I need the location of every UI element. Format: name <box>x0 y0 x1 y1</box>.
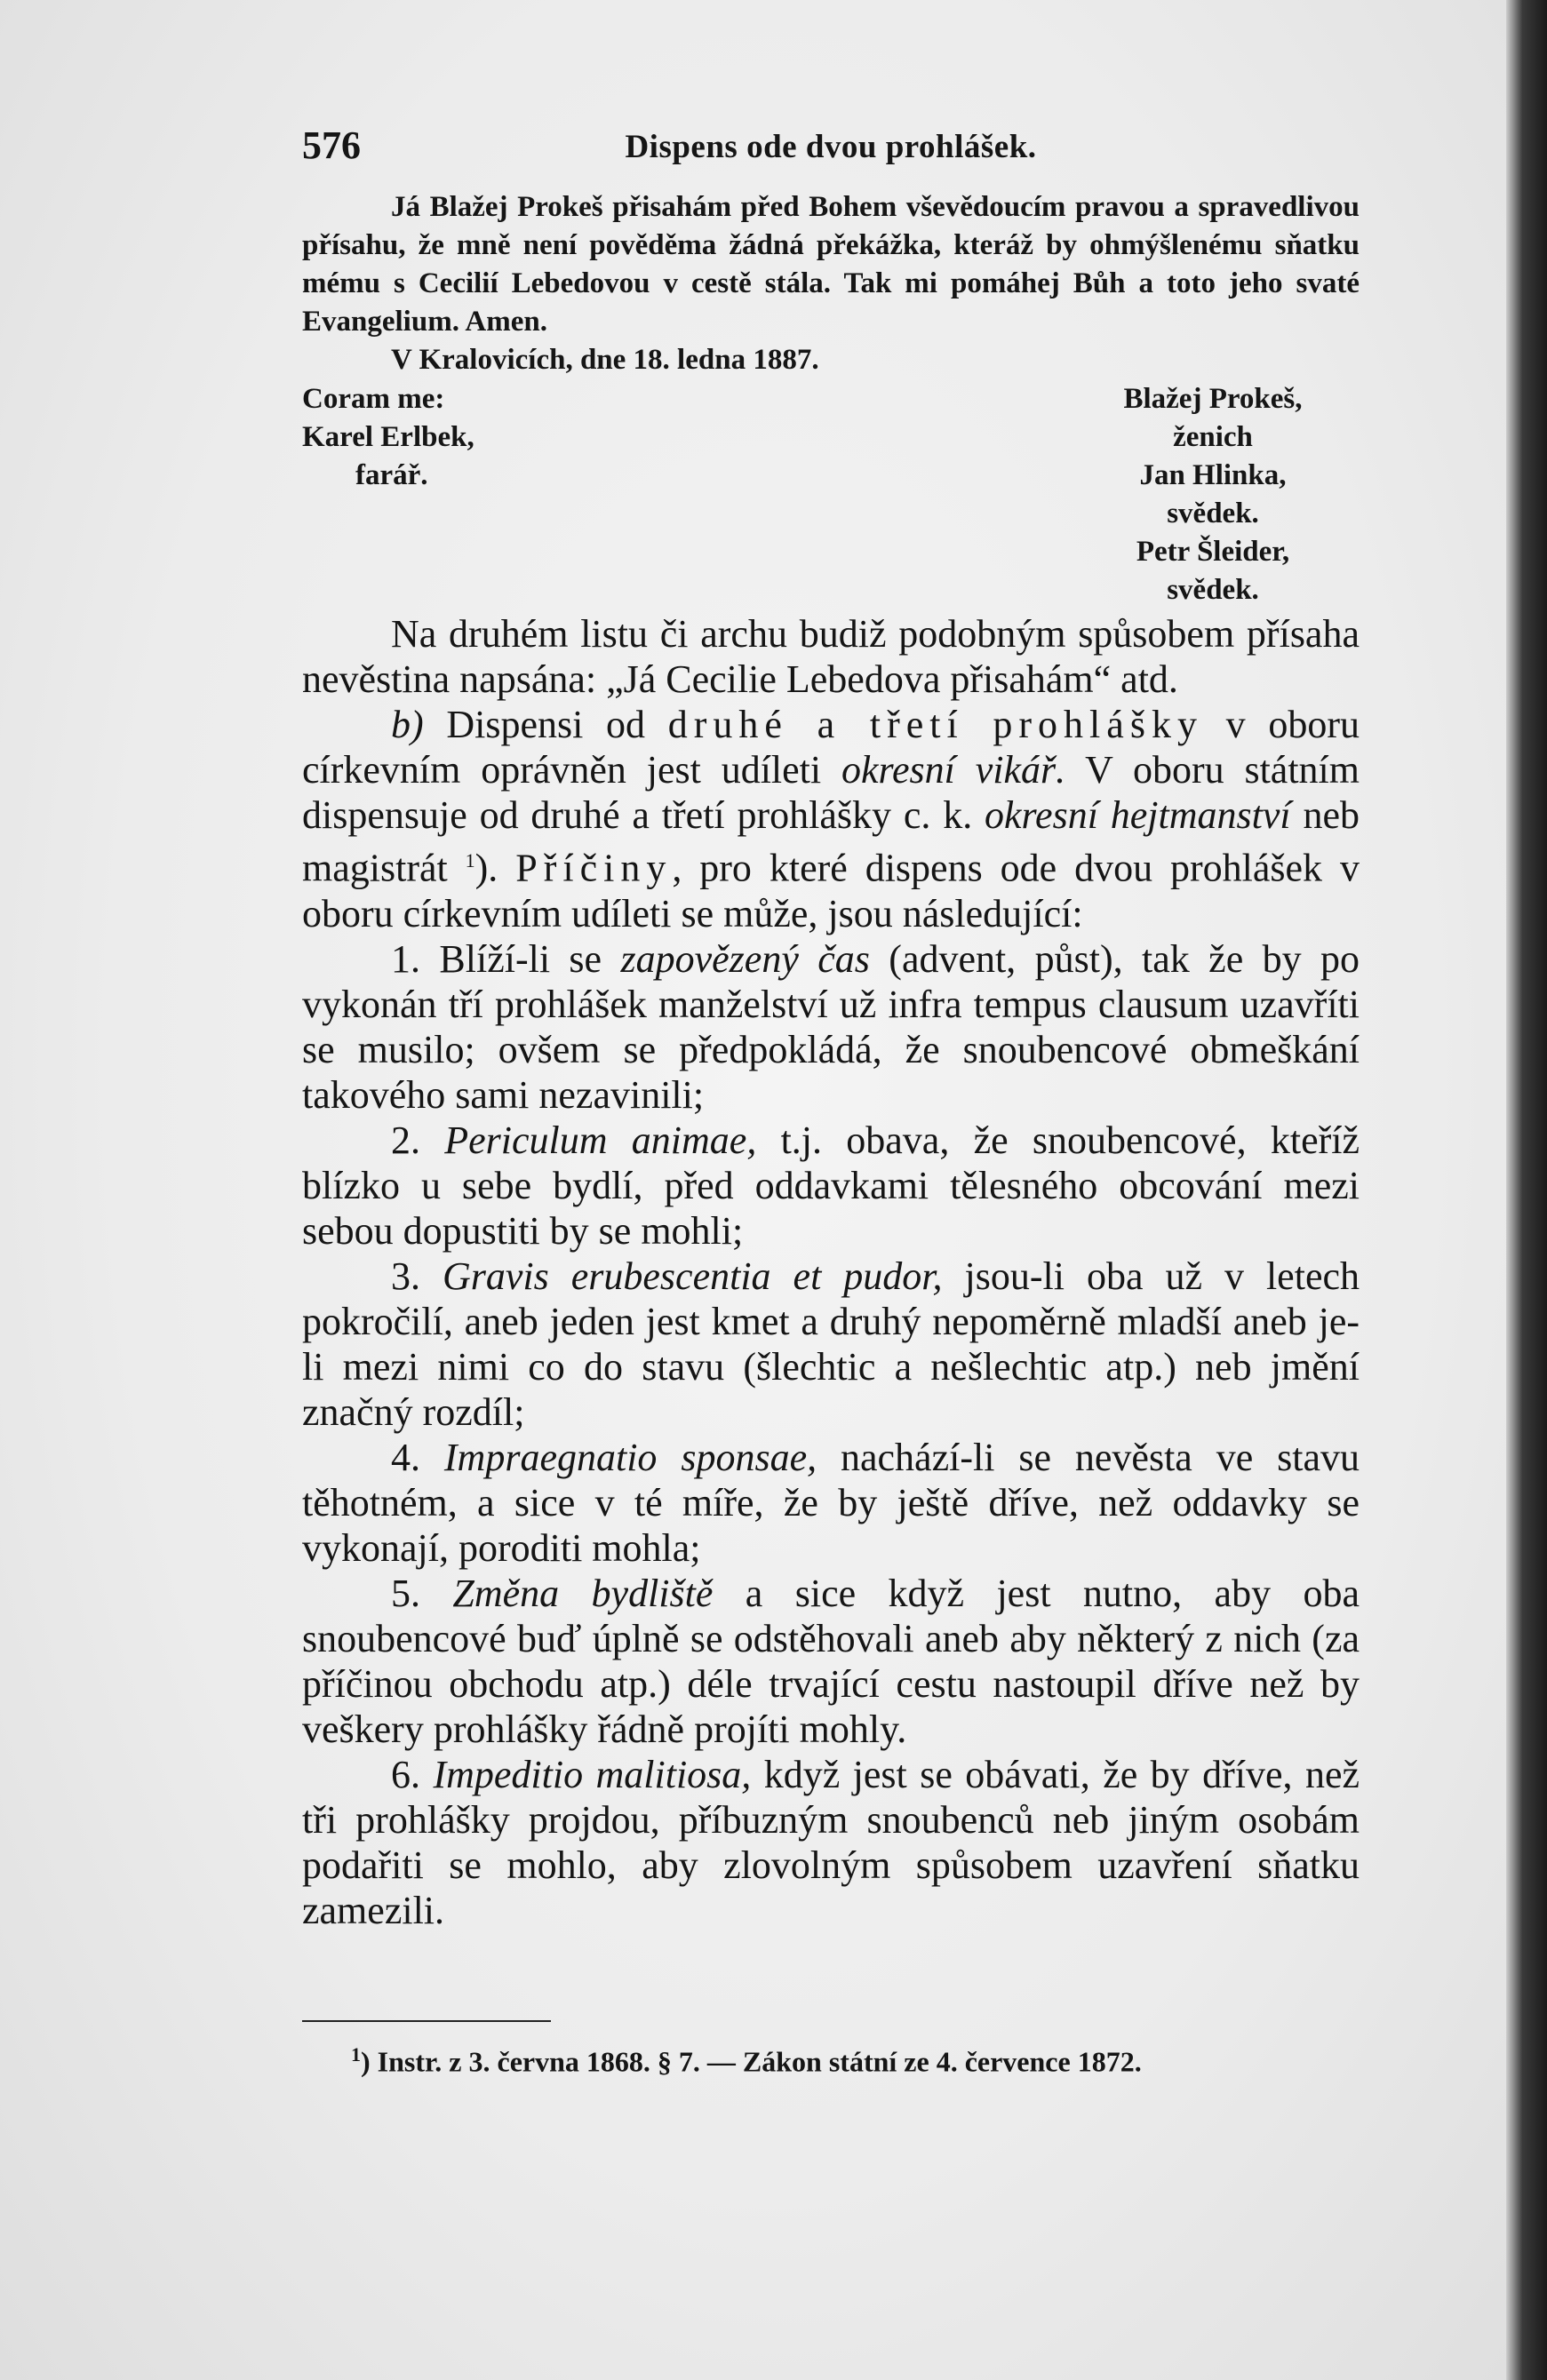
text-run: V oboru státním dispensuje od druhé a třetí prohlášky c. k. <box>302 748 1360 837</box>
signature-line: Blažej Prokeš, <box>1123 383 1303 415</box>
footnote-divider <box>302 2020 551 2022</box>
footnote-mark: 1 <box>351 2043 361 2066</box>
list-item <box>302 936 1360 1118</box>
page-edge-shadow <box>1506 0 1547 2380</box>
text-run: nachází-li se nevěsta ve stavu těhotném, a sice v té míře, že by ještě dříve, než oddavky se vykonají, poroditi mohla; <box>302 1435 1360 1570</box>
paragraph: Na druhém listu či archu budiž podobným spůsobem přísaha nevěstina napsána: „Já Cecilie Lebedova přisahám“ atd. <box>302 612 1360 701</box>
list-item <box>302 1435 1360 1571</box>
oath-paragraph: Já Blažej Prokeš přisahám před Bohem vševědoucím pravou a spravedlivou přísahu, že mně není pověděma žádná překážka, kteráž by ohmýšlenému sňatku mému s Cecilií Lebedovou v cestě stála. Tak mi pomáhej Bůh a toto jeho svaté Evangelium. Amen. <box>302 191 1360 338</box>
running-title: Dispens ode dvou prohlášek. <box>625 129 1037 165</box>
text-run: Dispensi od <box>423 703 668 746</box>
signature-right <box>1066 380 1360 609</box>
text-run: když jest se obávati, že by dříve, než tři prohlášky projdou, příbuzným snoubenců neb jiným osobám podařiti se mohlo, aby zlovolným spůsobem uzavření sňatku zamezili. <box>302 1752 1360 1932</box>
signature-line: Coram me: <box>302 383 445 415</box>
footnote-text: ) Instr. z 3. června 1868. § 7. — Zákon státní ze 4. července 1872. <box>361 2045 1142 2078</box>
spaced-text: druhé a třetí prohlášky <box>667 703 1203 746</box>
text-run <box>420 1254 443 1298</box>
item-number: 5. <box>391 1571 420 1615</box>
page-header <box>302 123 1360 167</box>
item-number: 3. <box>391 1254 420 1298</box>
text-run: v oboru církevním oprávněn jest udíleti <box>302 703 1360 792</box>
paragraph-label: b) <box>391 703 424 746</box>
signature-line: svědek. <box>1167 497 1259 529</box>
text-run: Blíží-li se <box>420 936 621 981</box>
italic-text: Periculum animae, <box>444 1118 757 1162</box>
italic-text: okresní vikář. <box>841 748 1066 792</box>
list-item <box>302 1752 1360 1933</box>
paragraph-b <box>302 702 1360 936</box>
italic-text: Impraegnatio sponsae, <box>443 1435 817 1479</box>
text-run: t.j. obava, že snoubencové, kteříž blízko u sebe bydlí, před oddavkami tělesného obcování mezi sebou dopustiti by se mohli; <box>302 1118 1360 1253</box>
footnote <box>351 2037 1360 2080</box>
italic-text: Gravis erubescentia et pudor, <box>442 1254 943 1298</box>
text-run <box>420 1572 452 1615</box>
text-run <box>420 1118 444 1162</box>
signature-line: ženich <box>1173 421 1253 453</box>
italic-text: okresní hejtmanství <box>985 793 1291 837</box>
spaced-text: Příčiny <box>515 846 673 890</box>
signature-line: svědek. <box>1167 574 1259 606</box>
signature-left <box>302 380 569 495</box>
signature-line: Karel Erlbek, <box>302 421 474 453</box>
body-text <box>302 611 1360 1933</box>
footnote-ref: 1 <box>465 849 475 872</box>
signature-line: Petr Šleider, <box>1136 536 1290 568</box>
signature-line: Jan Hlinka, <box>1139 459 1287 491</box>
signature-line: farář. <box>355 459 428 491</box>
item-number: 2. <box>391 1118 420 1162</box>
oath-text <box>302 188 1360 379</box>
text-run: jsou-li oba už v letech pokročilí, aneb jeden jest kmet a druhý nepoměrně mladší aneb je-li mezi nimi co do stavu (šlechtic a nešlechtic atp.) neb jmění značný rozdíl; <box>302 1254 1360 1434</box>
text-run: , pro které dispens ode dvou prohlášek v oboru církevním udíleti se může, jsou následující: <box>302 846 1360 935</box>
text-run <box>420 1436 444 1479</box>
item-number: 1. <box>391 936 420 981</box>
italic-text: Změna bydliště <box>452 1571 714 1615</box>
item-number: 6. <box>391 1752 420 1796</box>
list-item <box>302 1571 1360 1752</box>
text-run: ). <box>474 846 516 890</box>
page-number: 576 <box>302 123 361 167</box>
signature-block <box>302 380 1360 606</box>
italic-text: zapovězený čas <box>620 936 870 981</box>
text-run: (advent, půst), tak že by po vykonán tří prohlášek manželství už infra tempus clausum uzavříti se musilo; ovšem se předpokládá, že snoubencové obmeškání takového sami nezavinili; <box>302 936 1360 1117</box>
item-number: 4. <box>391 1435 420 1479</box>
text-run <box>420 1753 433 1796</box>
list-item <box>302 1118 1360 1254</box>
text-run: a sice když jest nutno, aby oba snoubencové buď úplně se odstěhovali aneb aby některý z nich (za příčinou obchodu atp.) déle trvající cestu nastoupil dříve než by veškery prohlášky řádně projíti mohly. <box>302 1571 1360 1751</box>
oath-place-date: V Kralovicích, dne 18. ledna 1887. <box>391 344 819 376</box>
list-item <box>302 1254 1360 1435</box>
text-run: neb magistrát <box>302 793 1360 890</box>
italic-text: Impeditio malitiosa, <box>433 1752 752 1796</box>
